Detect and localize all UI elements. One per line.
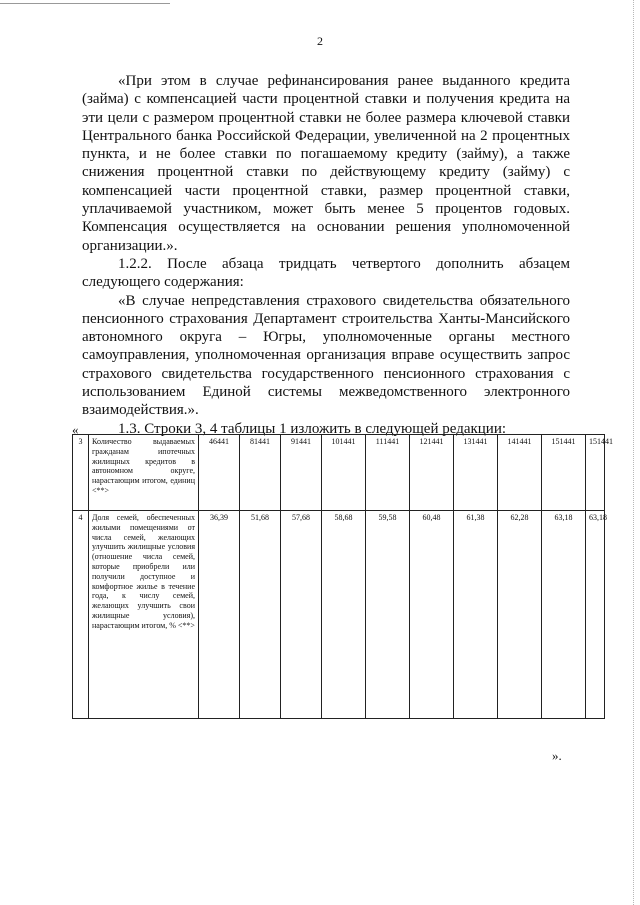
paragraph-insurance: «В случае непредставления страхового свидетельства обязательного пенсионного страхования Департамент строительства Ханты-Мансийского автономного округа – Югры, уполномоченные органы местного самоуправления, уполномоченная организация вправе осуществить запрос страхового свидетельства государственного пенсионного страхования с использованием Единой системы межведомственного электронного взаимодействия.».: [82, 292, 570, 419]
row-number: 4: [73, 511, 89, 719]
paragraph-1-2-2: 1.2.2. После абзаца тридцать четвертого дополнить абзацем следующего содержания:: [82, 255, 570, 291]
value-cell: 58,68: [322, 511, 366, 719]
value-cell: 60,48: [410, 511, 454, 719]
value-cell: 131441: [454, 435, 498, 511]
value-cell: 46441: [199, 435, 240, 511]
indicator-name: Количество выдаваемых гражданам ипотечных жилищных кредитов в автономном округе, нарастающим итогом, единиц <**>: [89, 435, 199, 511]
table-row: [73, 435, 605, 511]
margin-rule: [632, 0, 634, 905]
table-close-quote: ».: [552, 748, 562, 763]
indicator-table: [72, 434, 613, 719]
page-number: 2: [317, 34, 323, 48]
document-body: [82, 72, 570, 438]
value-cell: 81441: [240, 435, 281, 511]
indicator-name: Доля семей, обеспеченных жилыми помещениями от числа семей, желающих улучшить жилищные условия (отношение числа семей, которые приобрели или получили доступное и комфортное жилье в течение года, к числу семей, желающих улучшить свои жилищные условия), нарастающим итогом, % <**>: [89, 511, 199, 719]
value-cell: 141441: [498, 435, 542, 511]
paragraph-1-3: 1.3. Строки 3, 4 таблицы 1 изложить в следующей редакции:: [118, 420, 507, 437]
value-cell: 101441: [322, 435, 366, 511]
value-cell: 63,18: [542, 511, 586, 719]
row-number: 3: [73, 435, 89, 511]
value-cell: 59,58: [366, 511, 410, 719]
value-cell: 151441: [586, 435, 605, 511]
value-cell: 91441: [281, 435, 322, 511]
top-rule: [0, 3, 170, 4]
value-cell: 61,38: [454, 511, 498, 719]
value-cell: 121441: [410, 435, 454, 511]
value-cell: 63,18: [586, 511, 605, 719]
table-row: [73, 511, 605, 719]
table-open-quote: «: [72, 422, 79, 437]
value-cell: 62,28: [498, 511, 542, 719]
value-cell: 36,39: [199, 511, 240, 719]
value-cell: 111441: [366, 435, 410, 511]
paragraph-refinancing: «При этом в случае рефинансирования ранее выданного кредита (займа) с компенсацией части процентной ставки и получения кредита на эти цели с размером процентной ставки не более размера ключевой ставки Центрального банка Российской Федерации, увеличенной на 2 процентных пункта, и не более ставки по погашаемому кредиту (займу), а также снижения процентной ставки по действующему кредиту (займу) с компенсацией части процентной ставки, размер процентной ставки, уплачиваемой участником, может быть менее 5 процентов годовых. Компенсация осуществляется на основании решения уполномоченной организации.».: [82, 73, 570, 254]
value-cell: 51,68: [240, 511, 281, 719]
value-cell: 57,68: [281, 511, 322, 719]
value-cell: 151441: [542, 435, 586, 511]
